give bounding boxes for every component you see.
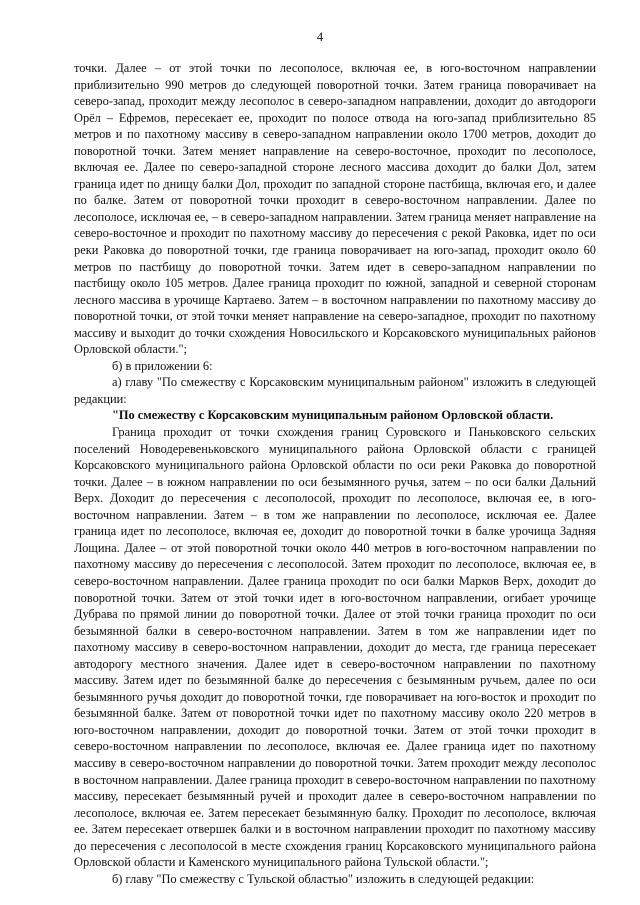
paragraph-item-b-appendix: б) в приложении 6: [112, 358, 213, 373]
paragraph-item-a-chapter: а) главу "По смежеству с Корсаковским муниципальным районом" изложить в следующей редакции: [74, 375, 596, 406]
paragraph-boundary-description: Граница проходит от точки схождения границ Суровского и Паньковского сельских поселений Новодеревеньковского муниципального района Орловской области с границей Корсаковского муниципального района Орловской области по оси реки Раковка до поворотной точки. Далее – в южном направлении по оси безымянного ручья, затем – по оси балки Дальний Верх. Доходит до пересечения с лесополосой, проходит по лесополосе, включая ее, в юго-восточном направлении. Затем – в том же направлении по лесополосе, исключая ее. Далее граница идет по лесополосе, включая ее, доходит до поворотной точки в балке урочища Задняя Лощина. Далее – от этой поворотной точки около 440 метров в юго-восточном направлении по пахотному массиву до пересечения с лесополосой. Затем проходит по лесополосе, включая ее, в северо-восточном направлении. Далее граница проходит по оси балки Марков Верх, доходит до поворотной точки. Затем от этой точки идет в юго-восточном направлении, огибает урочище Дубрава по прямой линии до поворотной точки. Далее от этой точки граница проходит по оси безымянной балки в северо-восточном направлении. Затем в том же направлении идет по пахотному массиву в северо-восточном направлении, доходит до места, где граница пересекает автодорогу местного значения. Далее идет в северо-восточном направлении по пахотному массиву. Затем идет по безымянной балке до пересечения с безымянным ручьем, далее по оси безымянного ручья доходит до поворотной точки, где поворачивает на юго-восток и проходит по безымянной балке. Затем от поворотной точки идет по пахотному массиву около 220 метров в юго-восточном направлении, доходит до поворотной точки. Затем от этой точки проходит в северо-восточном направлении по лесополосе, включая ее. Далее граница идет по пахотному массиву в северо-восточном направлении до поворотной точки. Затем проходит между лесополос в восточном направлении. Далее граница проходит в северо-восточном направлении по пахотному массиву, пересекает безымянный ручей и проходит далее в северо-восточном направлении по лесополосе, включая ее. Затем пересекает безымянную балку. Проходит по лесополосе, включая ее. Затем пересекает отвершек балки и в восточном направлении проходит по пахотному массиву до пересечения с лесополосой в месте схождения границ Корсаковского муниципального района Орловской области и Каменского муниципального района Тульской области."; [74, 425, 596, 870]
page-number: 4 [316, 30, 324, 44]
paragraph-item-b-chapter: б) главу "По смежеству с Тульской областью" изложить в следующей редакции: [112, 871, 535, 886]
document-body [74, 60, 596, 887]
paragraph-continuation: точки. Далее – от этой точки по лесополосе, включая ее, в юго-восточном направлении приблизительно 990 метров до следующей поворотной точки. Затем граница поворачивает на северо-запад, проходит между лесополос в северо-западном направлении, доходит до автодороги Орёл – Ефремов, пересекает ее, проходит по полосе отвода на юго-запад приблизительно 85 метров и по пахотному массиву в северо-западном направлении около 1700 метров, доходит до поворотной точки. Затем меняет направление на северо-восточное, проходит по лесополосе, включая ее. Далее по северо-западной стороне лесного массива доходит до балки Дол, затем граница идет по днищу балки Дол, проходит по западной стороне пастбища, включая его, и далее по балке. Затем от поворотной точки проходит в северо-восточном направлении. Далее по лесополосе, исключая ее, – в северо-западном направлении. Затем граница меняет направление на северо-восточное и проходит по пахотному массиву до пересечения с рекой Раковка, идет по оси реки Раковка до поворотной точки, где граница поворачивает на юго-запад, проходит около 60 метров по пастбищу до поворотной точки. Затем идет в северо-западном направлении по пастбищу около 105 метров. Далее граница проходит по южной, западной и северной сторонам лесного массива в урочище Картаево. Затем – в восточном направлении по пахотному массиву до поворотной точки, от этой точки меняет направление на северо-западное, проходит по пахотному массиву и выходит до точки схождения Новосильского и Корсаковского муниципальных районов Орловской области."; [74, 61, 596, 357]
section-heading: "По смежеству с Корсаковским муниципальным районом Орловской области. [112, 408, 554, 423]
